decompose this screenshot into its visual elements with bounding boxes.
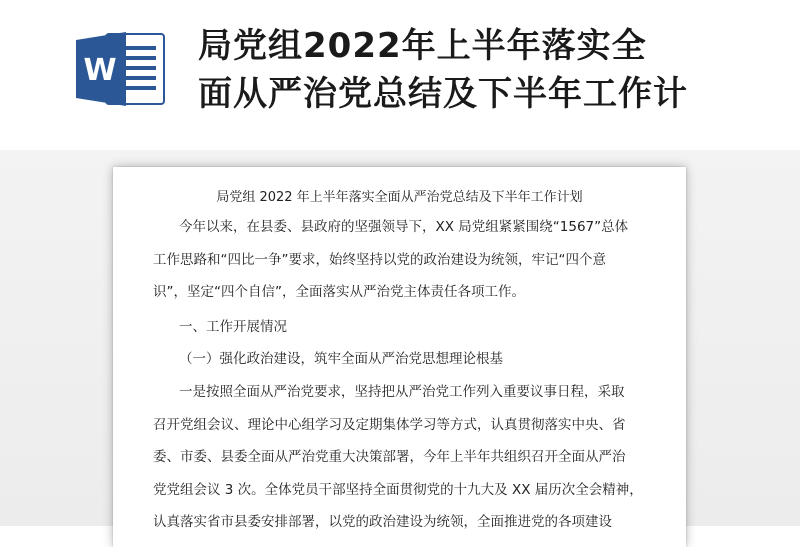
word-icon [76,30,168,108]
header-banner [0,0,800,150]
subsection-heading [153,343,653,376]
text-line: （一）强化政治建设，筑牢全面从严治党思想理论根基 [179,351,503,367]
body-paragraph [153,376,653,539]
text-line: 召开党组会议、理论中心组学习及定期集体学习等方式，认真贯彻落实中央、省 [153,416,626,433]
document-page [113,167,686,547]
text-line: 识”，坚定“四个自信”，全面落实从严治党主体责任各项工作。 [153,284,525,300]
text-line: 一是按照全面从严治党要求，坚持把从严治党工作列入重要议事日程，采取 [179,384,625,400]
text-line: 认真落实省市县委安排部署，以党的政治建设为统领，全面推进党的各项建设 [153,514,612,530]
word-icon-letter: W [83,53,117,88]
intro-paragraph [153,211,653,309]
text-line: 工作思路和“四比一争”要求，始终坚持以党的政治建设为统领，牢记“四个意 [153,251,606,268]
text-line: 委、市委、县委全面从严治党重大决策部署，今年上半年共组织召开全面从严治 [153,449,626,465]
section-heading [153,311,653,344]
page-title [198,22,788,118]
document-title: 局党组 2022 年上半年落实全面从严治党总结及下半年工作计划 [216,190,583,205]
text-line: 今年以来，在县委、县政府的坚强领导下，XX 局党组紧紧围绕“1567”总体 [179,219,629,235]
text-line: 党党组会议 3 次。全体党员干部坚持全面贯彻党的十九大及 XX 届历次全会精神， [153,481,643,498]
page-title-line: 面从严治党总结及下半年工作计 [198,74,688,114]
text-line: 一、工作开展情况 [179,319,287,335]
page-title-line: 局党组2022年上半年落实全 [198,26,647,66]
